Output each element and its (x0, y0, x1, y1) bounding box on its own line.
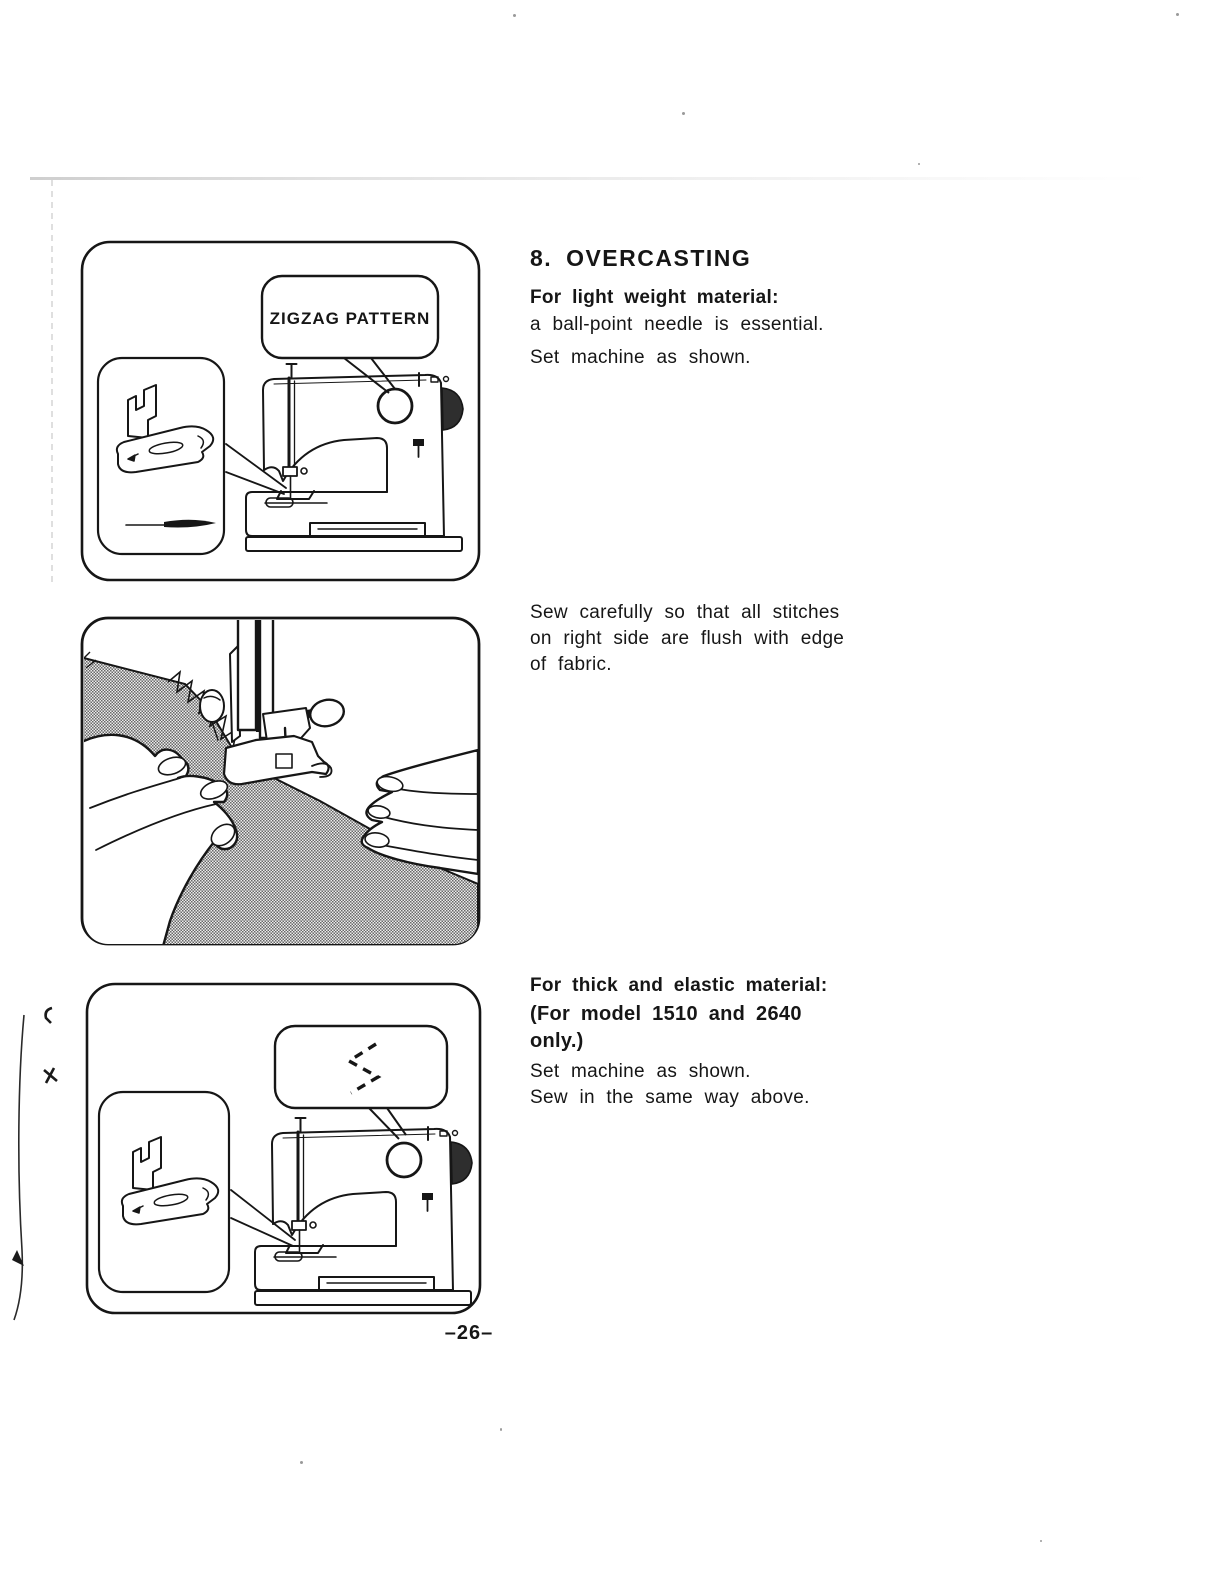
figure-machine-elastic-setting (85, 982, 483, 1316)
zigzag-pattern-label: ZIGZAG PATTERN (269, 309, 431, 328)
scan-speck (1176, 13, 1179, 16)
presser-screw (200, 690, 224, 722)
section-thick-elastic (530, 973, 828, 1111)
scan-speck (513, 14, 516, 17)
model-note-line: (For model 1510 and 2640 (530, 1003, 802, 1025)
section-sew-carefully (530, 600, 844, 678)
scan-speck (918, 163, 920, 165)
body-text: of fabric. (530, 654, 612, 675)
scan-artifact-vertical-line (51, 180, 53, 582)
figure-sewing-closeup (80, 616, 482, 947)
scan-speck (500, 1428, 502, 1431)
body-text: Set machine as shown. (530, 1061, 751, 1082)
body-text: a ball-point needle is essential. (530, 314, 824, 335)
section-heading: For thick and elastic material: (530, 975, 828, 996)
scan-speck (682, 112, 685, 115)
body-text: Sew in the same way above. (530, 1087, 810, 1108)
page-title: 8. OVERCASTING (530, 245, 752, 272)
presser-bar (238, 616, 256, 730)
margin-curve-line (14, 1015, 24, 1320)
margin-speck-mark (46, 1008, 52, 1023)
body-text: Sew carefully so that all stitches (530, 602, 840, 623)
margin-pen-marks (0, 1000, 90, 1340)
section-light-weight (530, 285, 824, 371)
page-number: –26– (444, 1322, 494, 1344)
scan-artifact-horizontal-line (30, 177, 1210, 180)
scan-speck (1040, 1540, 1042, 1542)
figure-machine-zigzag-setting (80, 240, 482, 583)
body-text: on right side are flush with edge (530, 628, 845, 649)
margin-cross-mark (44, 1068, 57, 1083)
section-heading: For light weight material: (530, 287, 779, 308)
model-note-line: only.) (530, 1030, 584, 1052)
body-text: Set machine as shown. (530, 347, 751, 368)
scan-speck (300, 1461, 303, 1464)
